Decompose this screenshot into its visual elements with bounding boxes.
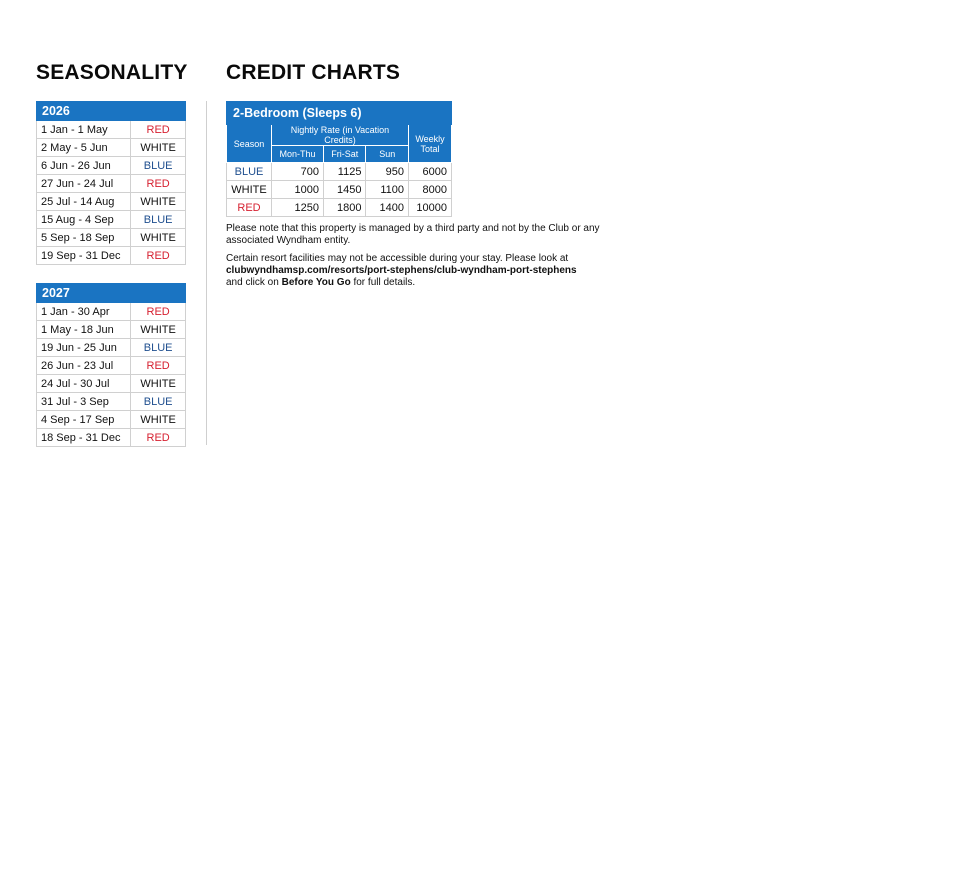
table-row	[37, 339, 186, 357]
sun-value: 1100	[366, 181, 409, 199]
season-label: WHITE	[227, 181, 272, 199]
date-range: 24 Jul - 30 Jul	[37, 375, 131, 393]
season-label: WHITE	[131, 139, 186, 157]
table-row	[37, 393, 186, 411]
notes	[226, 223, 626, 295]
season-label: RED	[131, 247, 186, 265]
nightly-rate-header: Nightly Rate (in Vacation Credits)	[272, 125, 409, 146]
facilities-note-text-2: and click on	[226, 277, 279, 288]
season-label: RED	[131, 175, 186, 193]
date-range: 31 Jul - 3 Sep	[37, 393, 131, 411]
sun-value: 950	[366, 163, 409, 181]
season-label: BLUE	[227, 163, 272, 181]
weekly-total-value: 6000	[409, 163, 452, 181]
weekly-total-value: 8000	[409, 181, 452, 199]
weekly-total-value: 10000	[409, 199, 452, 217]
season-column-header: Season	[227, 125, 272, 163]
date-range: 1 Jan - 30 Apr	[37, 303, 131, 321]
credit-chart-title: 2-Bedroom (Sleeps 6)	[227, 102, 452, 125]
mon-thu-value: 700	[272, 163, 324, 181]
table-row	[227, 163, 452, 181]
table-row	[227, 199, 452, 217]
table-row	[37, 429, 186, 447]
season-label: RED	[131, 357, 186, 375]
table-row	[37, 211, 186, 229]
table-row	[37, 193, 186, 211]
date-range: 19 Sep - 31 Dec	[37, 247, 131, 265]
table-row	[37, 139, 186, 157]
seasonality-table-2026	[36, 101, 186, 265]
before-you-go-text: Before You Go	[281, 277, 351, 288]
table-row	[37, 157, 186, 175]
season-label: WHITE	[131, 321, 186, 339]
season-label: WHITE	[131, 375, 186, 393]
season-label: WHITE	[131, 229, 186, 247]
season-label: RED	[131, 429, 186, 447]
season-label: RED	[131, 121, 186, 139]
date-range: 4 Sep - 17 Sep	[37, 411, 131, 429]
facilities-note-text-3: for full details.	[353, 277, 416, 288]
mon-thu-value: 1000	[272, 181, 324, 199]
table-row	[37, 411, 186, 429]
table-row	[37, 375, 186, 393]
table-row	[227, 181, 452, 199]
year-header: 2027	[37, 284, 186, 303]
table-row	[37, 121, 186, 139]
date-range: 1 Jan - 1 May	[37, 121, 131, 139]
seasonality-table-2027	[36, 283, 186, 447]
facilities-note-text: Certain resort facilities may not be accessible during your stay. Please look at	[226, 253, 569, 264]
table-row	[37, 303, 186, 321]
mon-thu-header: Mon-Thu	[272, 146, 324, 163]
management-note: Please note that this property is managed by a third party and not by the Club or any associated Wyndham entity.	[226, 223, 600, 246]
table-row	[37, 357, 186, 375]
date-range: 1 May - 18 Jun	[37, 321, 131, 339]
fri-sat-value: 1800	[323, 199, 365, 217]
year-header: 2026	[37, 102, 186, 121]
season-label: BLUE	[131, 393, 186, 411]
fri-sat-value: 1125	[323, 163, 365, 181]
season-label: RED	[131, 303, 186, 321]
sun-value: 1400	[366, 199, 409, 217]
date-range: 27 Jun - 24 Jul	[37, 175, 131, 193]
season-label: BLUE	[131, 211, 186, 229]
seasonality-heading: SEASONALITY	[36, 61, 188, 84]
facilities-note	[226, 253, 626, 289]
mon-thu-value: 1250	[272, 199, 324, 217]
table-row	[37, 175, 186, 193]
table-row	[37, 229, 186, 247]
season-label: BLUE	[131, 157, 186, 175]
resort-url-link[interactable]: clubwyndhamsp.com/resorts/port-stephens/club-wyndham-port-stephens	[226, 265, 577, 276]
fri-sat-header: Fri-Sat	[323, 146, 365, 163]
date-range: 2 May - 5 Jun	[37, 139, 131, 157]
date-range: 19 Jun - 25 Jun	[37, 339, 131, 357]
date-range: 5 Sep - 18 Sep	[37, 229, 131, 247]
table-row	[37, 321, 186, 339]
sun-header: Sun	[366, 146, 409, 163]
weekly-total-header: Weekly Total	[409, 125, 452, 163]
credit-charts-heading: CREDIT CHARTS	[226, 61, 401, 84]
table-row	[37, 247, 186, 265]
season-label: WHITE	[131, 193, 186, 211]
date-range: 18 Sep - 31 Dec	[37, 429, 131, 447]
credit-chart-table	[226, 101, 452, 217]
date-range: 25 Jul - 14 Aug	[37, 193, 131, 211]
season-label: BLUE	[131, 339, 186, 357]
date-range: 26 Jun - 23 Jul	[37, 357, 131, 375]
season-label: RED	[227, 199, 272, 217]
column-divider	[206, 101, 207, 445]
fri-sat-value: 1450	[323, 181, 365, 199]
season-label: WHITE	[131, 411, 186, 429]
date-range: 6 Jun - 26 Jun	[37, 157, 131, 175]
date-range: 15 Aug - 4 Sep	[37, 211, 131, 229]
